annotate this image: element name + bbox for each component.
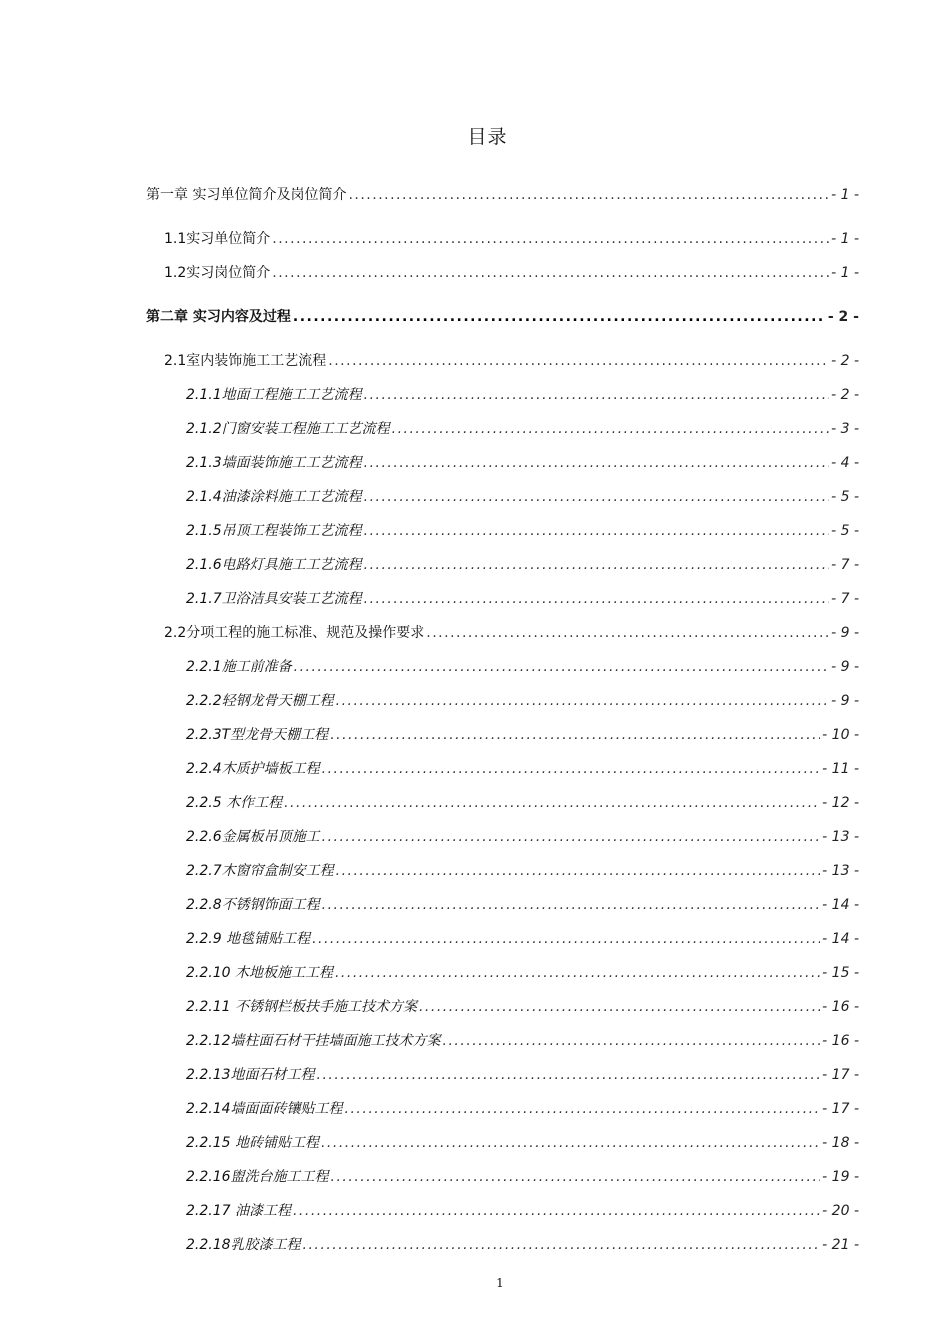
toc-entry-label: 2.2.11 不锈钢栏板扶手施工技术方案 bbox=[186, 999, 417, 1015]
toc-dot-leader bbox=[336, 861, 821, 881]
toc-entry[interactable] bbox=[146, 307, 859, 327]
toc-entry-page: - 13 - bbox=[822, 829, 859, 845]
toc-entry-label: 第二章 实习内容及过程 bbox=[146, 309, 291, 325]
toc-entry[interactable] bbox=[186, 861, 859, 881]
toc-entry-label: 1.1实习单位简介 bbox=[164, 231, 271, 247]
toc-entry-page: - 1 - bbox=[831, 231, 859, 247]
toc-entry-label: 2.2.10 木地板施工工程 bbox=[186, 965, 333, 981]
toc-dot-leader bbox=[322, 895, 821, 915]
toc-entry[interactable] bbox=[186, 555, 859, 575]
toc-entry[interactable] bbox=[186, 793, 859, 813]
toc-dot-leader bbox=[364, 521, 829, 541]
toc-entry-page: - 2 - bbox=[831, 353, 859, 369]
page-number: 1 bbox=[496, 1276, 504, 1290]
toc-entry-page: - 16 - bbox=[822, 1033, 859, 1049]
toc-dot-leader bbox=[330, 725, 820, 745]
toc-entry-page: - 14 - bbox=[822, 897, 859, 913]
toc-entry-page: - 7 - bbox=[831, 557, 859, 573]
toc-entry-label: 2.2.2轻钢龙骨天棚工程 bbox=[186, 693, 334, 709]
toc-entry-page: - 9 - bbox=[831, 625, 859, 641]
toc-dot-leader bbox=[364, 453, 829, 473]
toc-entry-label: 2.2.4木质护墙板工程 bbox=[186, 761, 320, 777]
toc-entry-page: - 3 - bbox=[831, 421, 859, 437]
toc-entry[interactable] bbox=[164, 623, 859, 643]
toc-entry[interactable] bbox=[186, 487, 859, 507]
toc-title: 目录 bbox=[467, 126, 508, 148]
toc-entry[interactable] bbox=[164, 351, 859, 371]
toc-dot-leader bbox=[328, 351, 829, 371]
toc-entry-page: - 17 - bbox=[822, 1067, 859, 1083]
toc-dot-leader bbox=[321, 1133, 820, 1153]
toc-entry-page: - 5 - bbox=[831, 523, 859, 539]
toc-dot-leader bbox=[364, 555, 829, 575]
toc-entry-label: 2.2.16盥洗台施工工程 bbox=[186, 1169, 329, 1185]
toc-entry[interactable] bbox=[186, 1031, 859, 1051]
toc-entry-page: - 19 - bbox=[822, 1169, 859, 1185]
toc-dot-leader bbox=[317, 1065, 821, 1085]
toc-entry-page: - 15 - bbox=[822, 965, 859, 981]
toc-entry-page: - 5 - bbox=[831, 489, 859, 505]
toc-dot-leader bbox=[364, 487, 829, 507]
toc-entry-page: - 14 - bbox=[822, 931, 859, 947]
toc-entry[interactable] bbox=[146, 185, 859, 205]
toc-dot-leader bbox=[303, 1235, 821, 1255]
toc-entry-label: 2.1室内装饰施工工艺流程 bbox=[164, 353, 327, 369]
toc-entry-label: 2.1.7卫浴洁具安装工艺流程 bbox=[186, 591, 362, 607]
toc-entry-label: 2.2分项工程的施工标准、规范及操作要求 bbox=[164, 625, 425, 641]
toc-entry[interactable] bbox=[164, 263, 859, 283]
toc-entry[interactable] bbox=[164, 229, 859, 249]
toc-entry[interactable] bbox=[186, 1167, 859, 1187]
toc-entry[interactable] bbox=[186, 997, 859, 1017]
toc-entry[interactable] bbox=[186, 657, 859, 677]
toc-entry[interactable] bbox=[186, 453, 859, 473]
toc-entry[interactable] bbox=[186, 895, 859, 915]
toc-entry-label: 2.2.3T型龙骨天棚工程 bbox=[186, 727, 329, 743]
toc-entry-page: - 2 - bbox=[827, 309, 859, 325]
toc-entry[interactable] bbox=[186, 589, 859, 609]
toc-entry[interactable] bbox=[186, 1099, 859, 1119]
toc-entry-label: 2.2.7木窗帘盒制安工程 bbox=[186, 863, 334, 879]
toc-dot-leader bbox=[272, 229, 829, 249]
toc-entry[interactable] bbox=[186, 963, 859, 983]
toc-entry-label: 1.2实习岗位简介 bbox=[164, 265, 271, 281]
toc-entry-page: - 20 - bbox=[822, 1203, 859, 1219]
toc-entry-label: 2.1.4油漆涂料施工工艺流程 bbox=[186, 489, 362, 505]
toc-entry-label: 2.2.17 油漆工程 bbox=[186, 1203, 291, 1219]
toc-dot-leader bbox=[345, 1099, 821, 1119]
toc-dot-leader bbox=[443, 1031, 821, 1051]
toc-entry-page: - 21 - bbox=[822, 1237, 859, 1253]
toc-dot-leader bbox=[348, 185, 829, 205]
toc-entry-page: - 13 - bbox=[822, 863, 859, 879]
toc-entry[interactable] bbox=[186, 691, 859, 711]
toc-entry-page: - 4 - bbox=[831, 455, 859, 471]
toc-dot-leader bbox=[294, 657, 829, 677]
toc-entry-page: - 1 - bbox=[831, 187, 859, 203]
toc-entry-label: 2.2.12墙柱面石材干挂墙面施工技术方案 bbox=[186, 1033, 441, 1049]
toc-entry-label: 2.1.6电路灯具施工工艺流程 bbox=[186, 557, 362, 573]
toc-entry-page: - 2 - bbox=[831, 387, 859, 403]
toc-entry-page: - 10 - bbox=[822, 727, 859, 743]
toc-dot-leader bbox=[419, 997, 820, 1017]
toc-dot-leader bbox=[293, 307, 826, 327]
toc-entry-page: - 1 - bbox=[831, 265, 859, 281]
toc-entry-page: - 12 - bbox=[822, 795, 859, 811]
toc-entry-page: - 9 - bbox=[831, 693, 859, 709]
toc-entry-page: - 7 - bbox=[831, 591, 859, 607]
toc-entry-label: 2.2.13地面石材工程 bbox=[186, 1067, 315, 1083]
toc-entry-label: 2.2.8不锈钢饰面工程 bbox=[186, 897, 320, 913]
toc-entry[interactable] bbox=[186, 521, 859, 541]
toc-entry[interactable] bbox=[186, 419, 859, 439]
toc-entry[interactable] bbox=[186, 929, 859, 949]
toc-dot-leader bbox=[284, 793, 820, 813]
toc-entry[interactable] bbox=[186, 725, 859, 745]
toc-entry-page: - 16 - bbox=[822, 999, 859, 1015]
toc-dot-leader bbox=[272, 263, 829, 283]
toc-entry[interactable] bbox=[186, 1201, 859, 1221]
toc-dot-leader bbox=[322, 827, 821, 847]
toc-entry-page: - 18 - bbox=[822, 1135, 859, 1151]
toc-entry-page: - 17 - bbox=[822, 1101, 859, 1117]
toc-entry-label: 2.1.1地面工程施工工艺流程 bbox=[186, 387, 362, 403]
toc-dot-leader bbox=[364, 385, 829, 405]
toc-entry[interactable] bbox=[186, 1235, 859, 1255]
toc-entry-label: 2.2.6金属板吊顶施工 bbox=[186, 829, 320, 845]
toc-entry-label: 2.1.3墙面装饰施工工艺流程 bbox=[186, 455, 362, 471]
toc-entry-label: 2.2.15 地砖铺贴工程 bbox=[186, 1135, 319, 1151]
toc-dot-leader bbox=[293, 1201, 820, 1221]
toc-entry-label: 2.2.1施工前准备 bbox=[186, 659, 292, 675]
toc-entry[interactable] bbox=[186, 759, 859, 779]
toc-entry-label: 2.1.2门窗安装工程施工工艺流程 bbox=[186, 421, 390, 437]
toc-entry-page: - 9 - bbox=[831, 659, 859, 675]
toc-dot-leader bbox=[322, 759, 821, 779]
toc-dot-leader bbox=[426, 623, 829, 643]
toc-dot-leader bbox=[312, 929, 820, 949]
toc-entry-label: 2.2.18乳胶漆工程 bbox=[186, 1237, 301, 1253]
toc-entry-label: 2.2.9 地毯铺贴工程 bbox=[186, 931, 311, 947]
toc-entry[interactable] bbox=[186, 827, 859, 847]
toc-entry-label: 2.1.5吊顶工程装饰工艺流程 bbox=[186, 523, 362, 539]
toc-entry-label: 2.2.14墙面面砖镶贴工程 bbox=[186, 1101, 343, 1117]
toc-dot-leader bbox=[336, 691, 829, 711]
toc-entry-page: - 11 - bbox=[822, 761, 859, 777]
toc-dot-leader bbox=[364, 589, 829, 609]
toc-dot-leader bbox=[331, 1167, 821, 1187]
toc-dot-leader bbox=[392, 419, 829, 439]
toc-entry-label: 第一章 实习单位简介及岗位简介 bbox=[146, 187, 347, 203]
toc-entry[interactable] bbox=[186, 1133, 859, 1153]
toc-entry-label: 2.2.5 木作工程 bbox=[186, 795, 283, 811]
toc-entry[interactable] bbox=[186, 1065, 859, 1085]
toc-entry[interactable] bbox=[186, 385, 859, 405]
toc-dot-leader bbox=[335, 963, 820, 983]
